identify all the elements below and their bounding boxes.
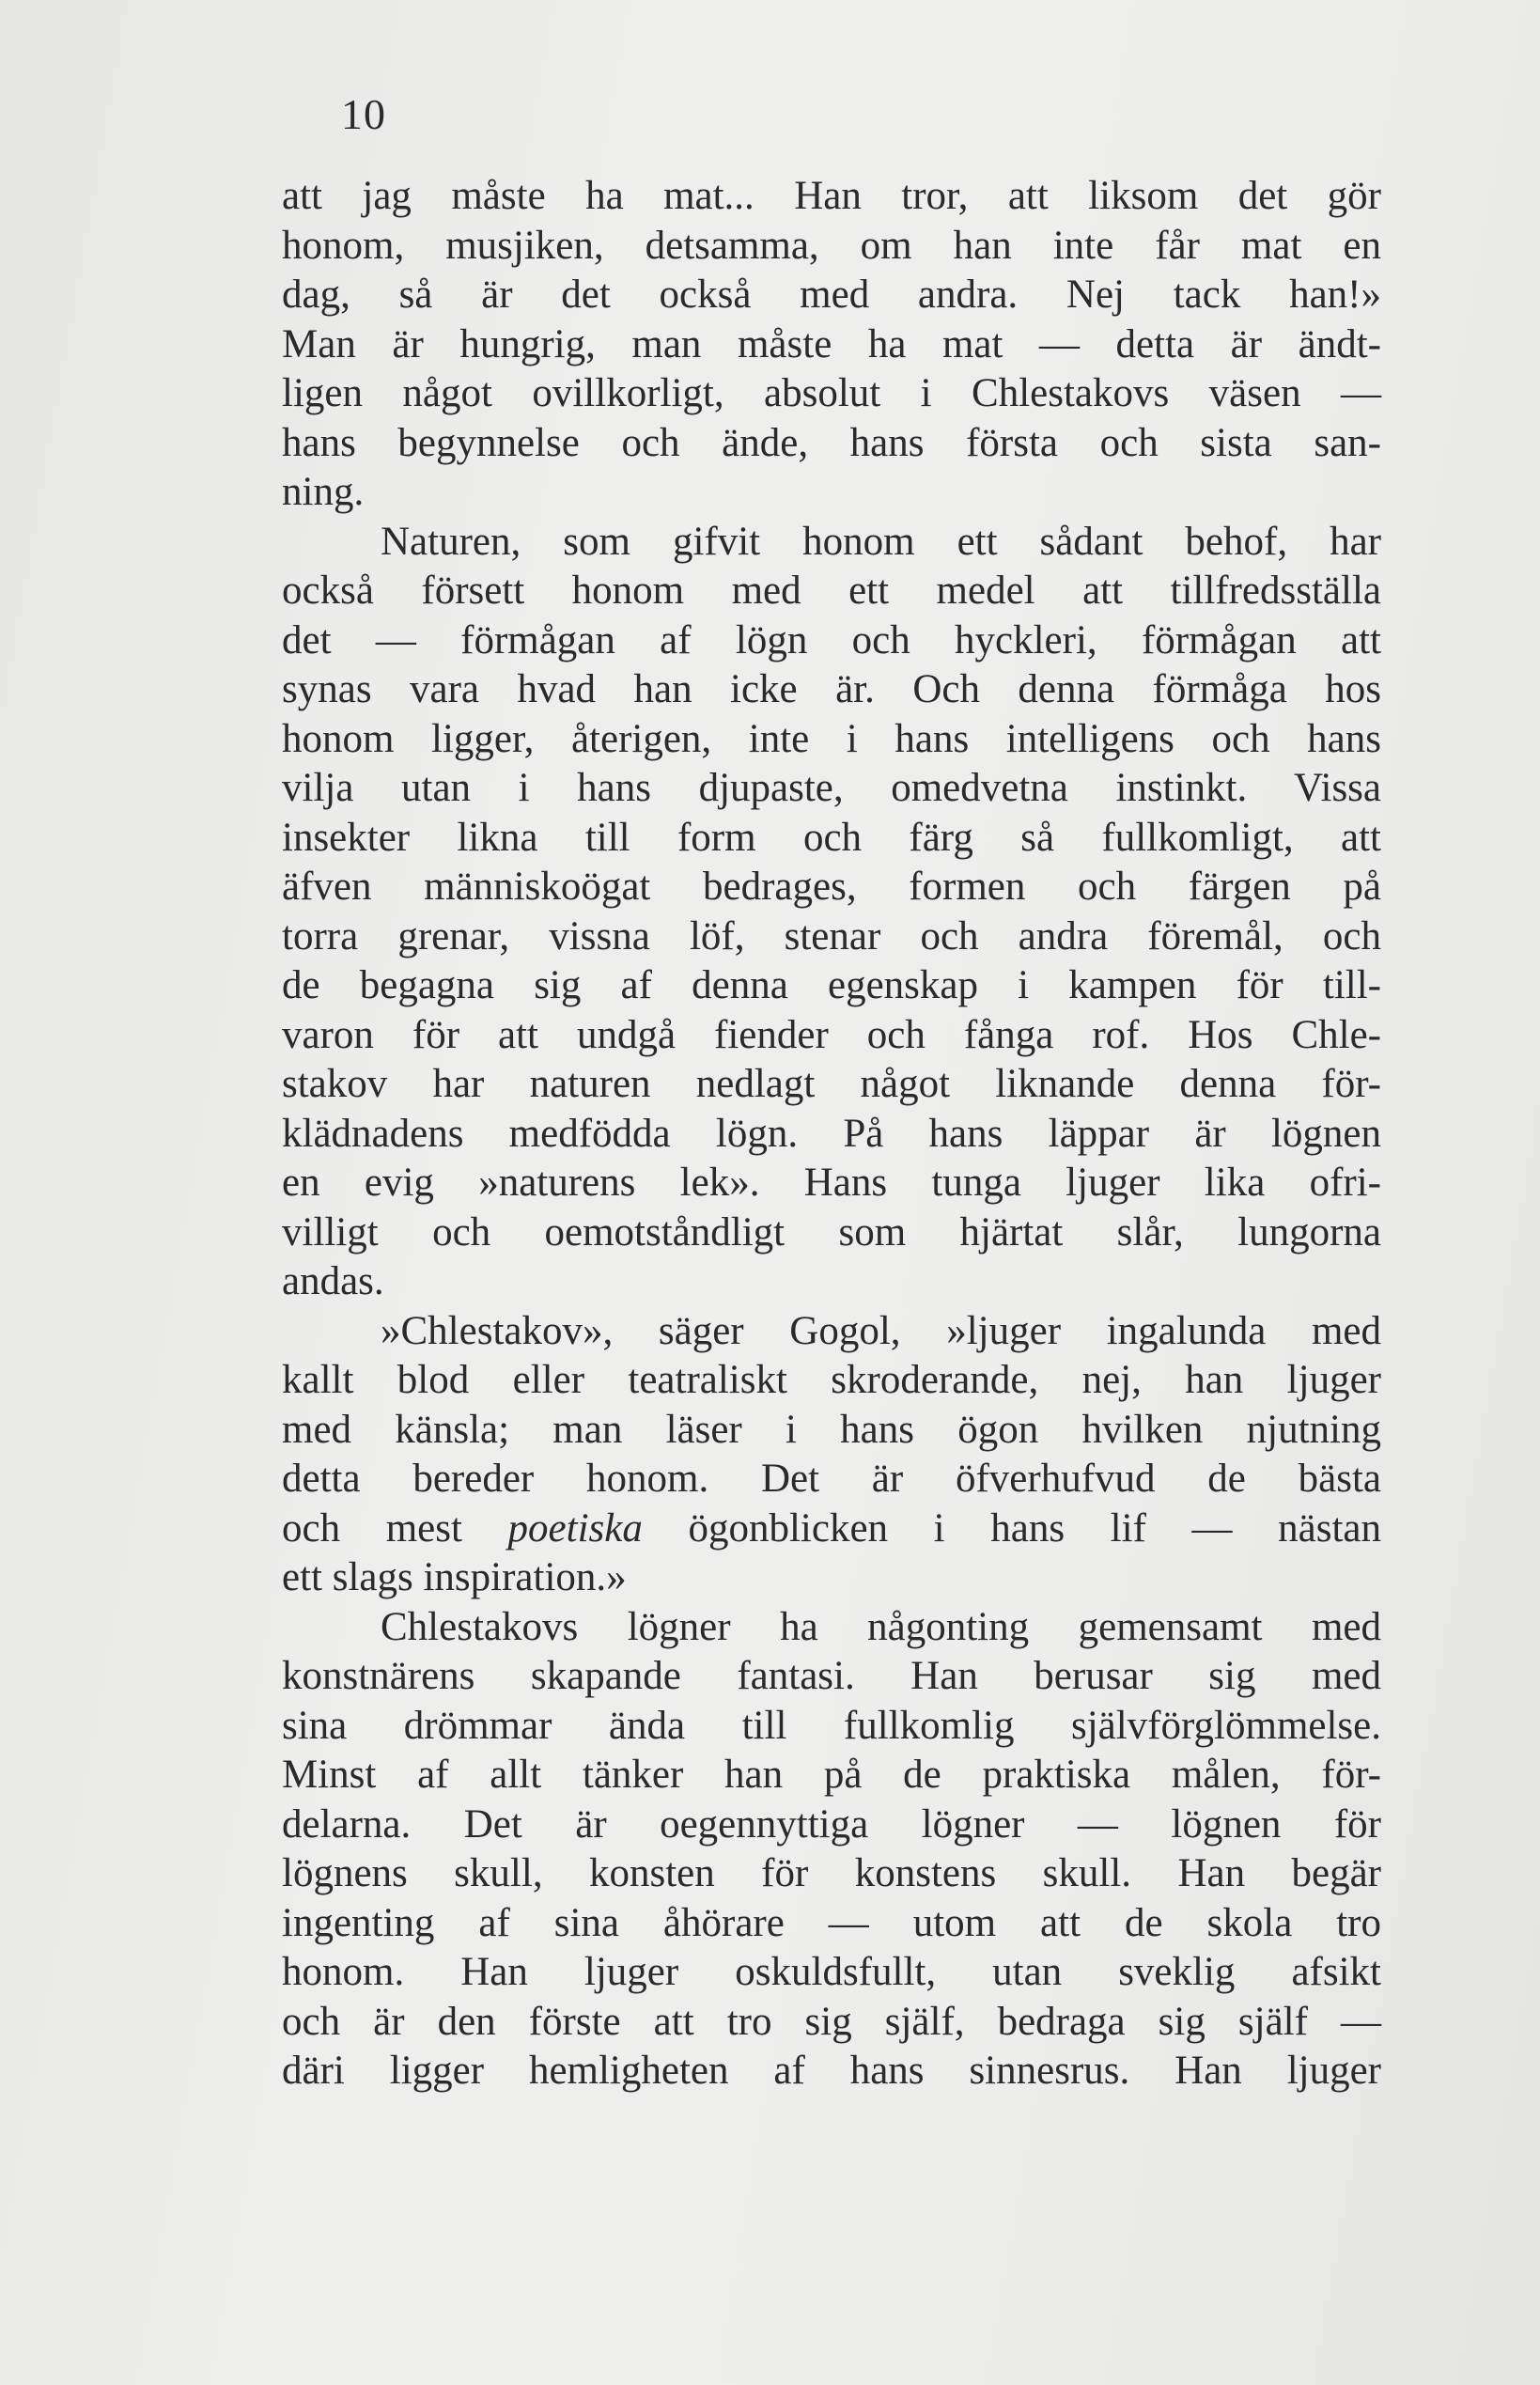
italic-word: poetiska bbox=[507, 1505, 643, 1551]
text-line: synas vara hvad han icke är. Och denna förmåga hos bbox=[282, 667, 1381, 711]
text-line: insekter likna till form och färg så fullkomligt, att bbox=[282, 815, 1381, 860]
text-segment: ögonblicken i hans lif — nästan bbox=[642, 1505, 1381, 1551]
text-line: också försett honom med ett medel att tillfredsställa bbox=[282, 569, 1381, 613]
text-line-paragraph-start: »Chlestakov», säger Gogol, »ljuger ingalunda med bbox=[381, 1308, 1381, 1353]
text-line: honom ligger, återigen, inte i hans intelligens och hans bbox=[282, 716, 1381, 761]
text-line: villigt och oemotståndligt som hjärtat slår, lungorna bbox=[282, 1209, 1381, 1255]
text-line: sina drömmar ända till fullkomlig självförglömmelse. bbox=[282, 1703, 1381, 1748]
text-line: att jag måste ha mat... Han tror, att liksom det gör bbox=[282, 174, 1381, 218]
text-line: delarna. Det är oegennyttiga lögner — lögnen för bbox=[282, 1801, 1381, 1847]
text-line: varon för att undgå fiender och fånga rof. Hos Chle- bbox=[282, 1012, 1381, 1057]
text-line: ingenting af sina åhörare — utom att de skola tro bbox=[282, 1900, 1381, 1945]
text-line: de begagna sig af denna egenskap i kampen för till- bbox=[282, 963, 1381, 1007]
text-line: ligen något ovillkorligt, absolut i Chlestakovs väsen — bbox=[282, 371, 1381, 415]
text-line: dag, så är det också med andra. Nej tack han!» bbox=[282, 273, 1381, 317]
text-line: hans begynnelse och ände, hans första och sista san- bbox=[282, 420, 1381, 465]
text-line: lögnens skull, konsten för konstens skull. Han begär bbox=[282, 1851, 1381, 1895]
text-line: en evig »naturens lek». Hans tunga ljuger lika ofri- bbox=[282, 1161, 1381, 1205]
text-line: det — förmågan af lögn och hyckleri, förmågan att bbox=[282, 617, 1381, 662]
text-line: konstnärens skapande fantasi. Han berusar sig med bbox=[282, 1654, 1381, 1698]
text-line: stakov har naturen nedlagt något liknande denna för- bbox=[282, 1062, 1381, 1106]
body-text bbox=[282, 172, 1381, 2097]
text-line-paragraph-start: Naturen, som gifvit honom ett sådant behof, har bbox=[381, 519, 1381, 564]
text-line-paragraph-start: Chlestakovs lögner ha någonting gemensamt med bbox=[381, 1604, 1381, 1649]
text-line: med känsla; man läser i hans ögon hvilken njutning bbox=[282, 1407, 1381, 1452]
text-segment: och mest bbox=[282, 1505, 508, 1551]
text-line-paragraph-end: ning. bbox=[282, 470, 365, 514]
text-line: klädnadens medfödda lögn. På hans läppar är lögnen bbox=[282, 1111, 1381, 1156]
text-line: däri ligger hemligheten af hans sinnesrus. Han ljuger bbox=[282, 2049, 1381, 2093]
text-line: Minst af allt tänker han på de praktiska målen, för- bbox=[282, 1753, 1381, 1797]
text-line: äfven människoögat bedrages, formen och färgen på bbox=[282, 865, 1381, 909]
text-line: honom. Han ljuger oskuldsfullt, utan sveklig afsikt bbox=[282, 1950, 1381, 1994]
text-line: Man är hungrig, man måste ha mat — detta är ändt- bbox=[282, 321, 1381, 366]
text-line: honom, musjiken, detsamma, om han inte får mat en bbox=[282, 223, 1381, 268]
text-line-paragraph-end: ett slags inspiration.» bbox=[282, 1555, 627, 1599]
text-line-paragraph-end: andas. bbox=[282, 1259, 384, 1303]
text-line: detta bereder honom. Det är öfverhufvud de bästa bbox=[282, 1457, 1381, 1501]
text-line: och är den förste att tro sig själf, bedraga sig själf — bbox=[282, 1999, 1381, 2044]
text-line: torra grenar, vissna löf, stenar och andra föremål, och bbox=[282, 913, 1381, 959]
page-number: 10 bbox=[341, 90, 386, 138]
text-line: kallt blod eller teatraliskt skroderande, nej, han ljuger bbox=[282, 1358, 1381, 1402]
text-line: vilja utan i hans djupaste, omedvetna instinkt. Vissa bbox=[282, 766, 1381, 810]
text-line-with-italic bbox=[282, 1504, 1381, 1554]
